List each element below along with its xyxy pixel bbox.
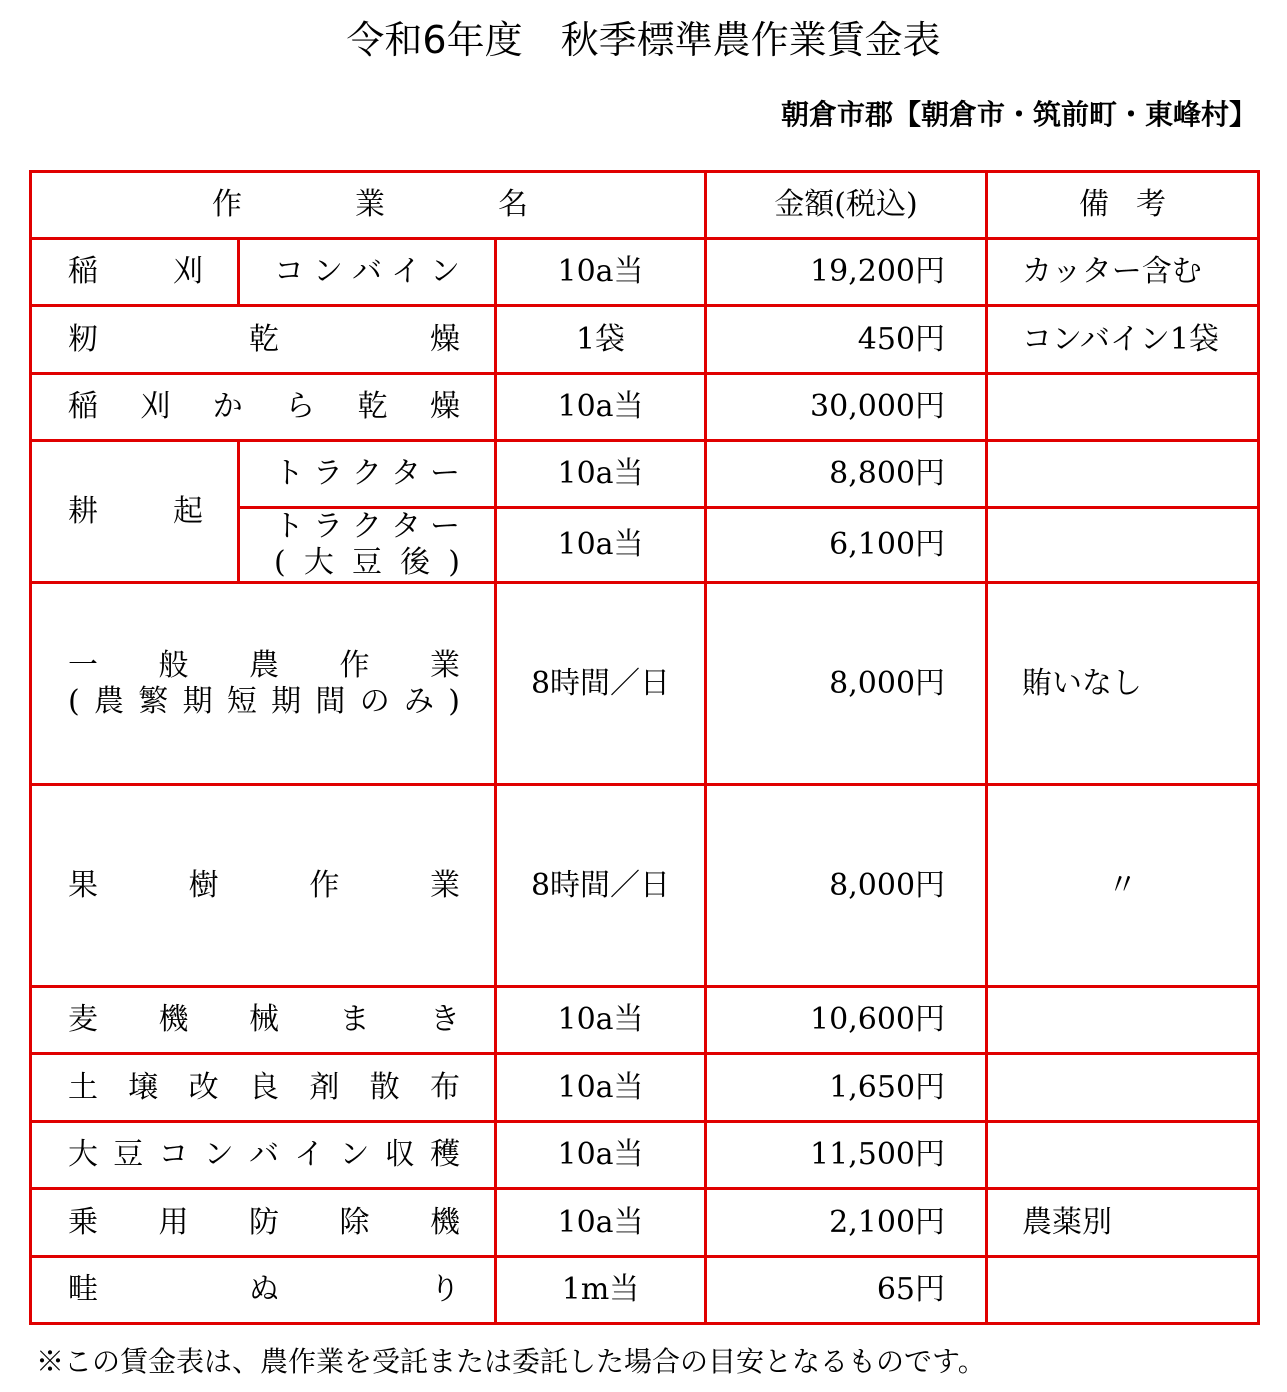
char-glyph: ぬ bbox=[249, 1272, 279, 1307]
char-glyph: ) bbox=[448, 545, 460, 580]
char-glyph: 刈 bbox=[140, 389, 171, 424]
work-method bbox=[239, 508, 496, 583]
char-glyph: り bbox=[430, 1272, 460, 1307]
char-glyph: ラ bbox=[313, 509, 343, 544]
work-name bbox=[31, 441, 239, 583]
header-remarks: 備考 bbox=[987, 172, 1259, 239]
char-glyph: 短 bbox=[226, 683, 257, 719]
char-glyph: 後 bbox=[400, 545, 431, 580]
char-glyph: 業 bbox=[430, 647, 460, 683]
unit-cell: 10a当 bbox=[496, 1054, 706, 1122]
remarks-cell bbox=[987, 987, 1259, 1054]
char-glyph: 業 bbox=[355, 187, 386, 222]
char-glyph: 間 bbox=[315, 683, 346, 719]
char-glyph: 械 bbox=[249, 1002, 279, 1037]
char-glyph: コ bbox=[158, 1137, 189, 1172]
char-glyph: 収 bbox=[384, 1137, 415, 1172]
table-header-row bbox=[31, 172, 1259, 239]
char-glyph: ラ bbox=[313, 456, 343, 491]
unit-cell: 8時間／日 bbox=[496, 785, 706, 987]
table-row bbox=[31, 1054, 1259, 1122]
work-name bbox=[31, 583, 496, 785]
char-glyph: 起 bbox=[173, 493, 203, 529]
char-glyph: イ bbox=[391, 254, 421, 289]
char-glyph: 燥 bbox=[430, 321, 460, 357]
char-glyph: 畦 bbox=[68, 1272, 98, 1307]
char-glyph: 土 bbox=[68, 1069, 98, 1105]
remarks-cell: コンバイン1袋 bbox=[987, 306, 1259, 374]
remarks-cell bbox=[987, 441, 1259, 508]
table-row bbox=[31, 1189, 1259, 1257]
header-work-name bbox=[31, 172, 706, 239]
amount-cell: 8,000円 bbox=[706, 785, 987, 987]
char-glyph: ト bbox=[274, 509, 304, 544]
char-glyph: 作 bbox=[309, 867, 340, 903]
work-name bbox=[31, 306, 496, 374]
char-glyph: 樹 bbox=[188, 867, 219, 903]
char-glyph: 穫 bbox=[430, 1137, 460, 1172]
char-glyph: 果 bbox=[68, 867, 98, 903]
remarks-cell: カッター含む bbox=[987, 239, 1259, 306]
char-glyph: 稲 bbox=[68, 389, 98, 424]
amount-cell: 65円 bbox=[706, 1257, 987, 1324]
table-row bbox=[31, 1122, 1259, 1189]
char-glyph: の bbox=[359, 683, 390, 719]
amount-cell: 10,600円 bbox=[706, 987, 987, 1054]
char-glyph: ン bbox=[339, 1137, 370, 1172]
char-glyph: ( bbox=[274, 545, 286, 580]
char-glyph: タ bbox=[391, 509, 421, 544]
amount-cell: 8,000円 bbox=[706, 583, 987, 785]
table-row bbox=[31, 785, 1259, 987]
work-method bbox=[239, 441, 496, 508]
unit-cell: 10a当 bbox=[496, 987, 706, 1054]
char-glyph: 麦 bbox=[68, 1002, 98, 1037]
char-glyph: 農 bbox=[94, 683, 124, 719]
char-glyph: 乾 bbox=[249, 321, 279, 357]
work-name bbox=[31, 374, 496, 441]
char-glyph: 大 bbox=[68, 1137, 98, 1172]
char-glyph: バ bbox=[249, 1137, 279, 1172]
char-glyph: コ bbox=[274, 254, 304, 289]
char-glyph: 機 bbox=[158, 1002, 189, 1037]
unit-cell: 10a当 bbox=[496, 441, 706, 508]
char-glyph: 作 bbox=[339, 647, 370, 683]
char-glyph: 豆 bbox=[113, 1137, 144, 1172]
char-glyph: 除 bbox=[339, 1204, 370, 1240]
char-glyph: 名 bbox=[498, 187, 529, 222]
amount-cell: 8,800円 bbox=[706, 441, 987, 508]
work-name bbox=[31, 1257, 496, 1324]
remarks-cell bbox=[987, 508, 1259, 583]
table-row bbox=[31, 1257, 1259, 1324]
wage-table bbox=[29, 170, 1260, 1325]
unit-cell: 10a当 bbox=[496, 374, 706, 441]
footnote: ※この賃金表は、農作業を受託または委託した場合の目安となるものです。 bbox=[36, 1345, 986, 1378]
char-glyph: 農 bbox=[249, 647, 279, 683]
unit-cell: 1袋 bbox=[496, 306, 706, 374]
table-row bbox=[31, 441, 1259, 508]
char-glyph: 乾 bbox=[357, 389, 388, 424]
remarks-cell bbox=[987, 1122, 1259, 1189]
table-row bbox=[31, 374, 1259, 441]
char-glyph: 作 bbox=[212, 187, 242, 222]
remarks-cell bbox=[987, 1257, 1259, 1324]
amount-cell: 19,200円 bbox=[706, 239, 987, 306]
char-glyph: 壌 bbox=[128, 1069, 159, 1105]
table-row bbox=[31, 239, 1259, 306]
unit-cell: 10a当 bbox=[496, 1189, 706, 1257]
unit-cell: 10a当 bbox=[496, 1122, 706, 1189]
work-name bbox=[31, 239, 239, 306]
char-glyph: 燥 bbox=[429, 389, 460, 424]
char-glyph: き bbox=[430, 1002, 460, 1037]
work-name bbox=[31, 987, 496, 1054]
amount-cell: 1,650円 bbox=[706, 1054, 987, 1122]
char-glyph: 豆 bbox=[352, 545, 382, 580]
remarks-cell: 〃 bbox=[987, 785, 1259, 987]
char-glyph: ン bbox=[313, 254, 343, 289]
char-glyph: み bbox=[403, 683, 434, 719]
char-glyph: ら bbox=[285, 389, 316, 424]
char-glyph: 大 bbox=[303, 545, 334, 580]
unit-cell: 10a当 bbox=[496, 239, 706, 306]
amount-cell: 450円 bbox=[706, 306, 987, 374]
table-row bbox=[31, 583, 1259, 785]
char-glyph: ( bbox=[68, 683, 80, 719]
page-title: 令和6年度 秋季標準農作業賃金表 bbox=[346, 18, 941, 62]
unit-cell: 8時間／日 bbox=[496, 583, 706, 785]
char-glyph: ま bbox=[339, 1002, 370, 1037]
char-glyph: ク bbox=[352, 456, 382, 491]
char-glyph: 期 bbox=[182, 683, 213, 719]
char-glyph: イ bbox=[294, 1137, 325, 1172]
char-glyph: 般 bbox=[158, 647, 189, 683]
char-glyph: バ bbox=[352, 254, 382, 289]
char-glyph: ク bbox=[352, 509, 382, 544]
char-glyph: ー bbox=[430, 456, 460, 491]
char-glyph: 耕 bbox=[68, 493, 98, 529]
unit-cell: 1m当 bbox=[496, 1257, 706, 1324]
char-glyph: 良 bbox=[248, 1069, 279, 1105]
amount-cell: 30,000円 bbox=[706, 374, 987, 441]
char-glyph: ン bbox=[430, 254, 460, 289]
char-glyph: 業 bbox=[429, 867, 460, 903]
char-glyph: ト bbox=[274, 456, 304, 491]
unit-cell: 10a当 bbox=[496, 508, 706, 583]
table-row bbox=[31, 306, 1259, 374]
char-glyph: ン bbox=[203, 1137, 234, 1172]
remarks-cell bbox=[987, 1054, 1259, 1122]
remarks-cell: 賄いなし bbox=[987, 583, 1259, 785]
char-glyph: 防 bbox=[249, 1204, 279, 1240]
char-glyph: か bbox=[212, 389, 243, 424]
char-glyph: 稲 bbox=[68, 254, 98, 289]
char-glyph: 乗 bbox=[68, 1204, 98, 1240]
work-name bbox=[31, 1189, 496, 1257]
work-method bbox=[239, 239, 496, 306]
header-amount: 金額(税込) bbox=[706, 172, 987, 239]
char-glyph: 剤 bbox=[309, 1069, 340, 1105]
remarks-cell: 農薬別 bbox=[987, 1189, 1259, 1257]
work-name bbox=[31, 1054, 496, 1122]
char-glyph: 一 bbox=[68, 647, 98, 683]
amount-cell: 11,500円 bbox=[706, 1122, 987, 1189]
char-glyph: 繁 bbox=[138, 683, 169, 719]
char-glyph: ) bbox=[448, 683, 460, 719]
work-name bbox=[31, 785, 496, 987]
char-glyph: 籾 bbox=[68, 321, 98, 357]
work-name bbox=[31, 1122, 496, 1189]
table-row bbox=[31, 987, 1259, 1054]
char-glyph: 布 bbox=[429, 1069, 460, 1105]
char-glyph: 機 bbox=[430, 1204, 460, 1240]
region-label: 朝倉市郡【朝倉市・筑前町・東峰村】 bbox=[780, 98, 1257, 131]
char-glyph: 用 bbox=[158, 1204, 189, 1240]
char-glyph: 期 bbox=[271, 683, 302, 719]
char-glyph: 刈 bbox=[173, 254, 203, 289]
amount-cell: 6,100円 bbox=[706, 508, 987, 583]
remarks-cell bbox=[987, 374, 1259, 441]
char-glyph: ー bbox=[430, 509, 460, 544]
char-glyph: タ bbox=[391, 456, 421, 491]
char-glyph: 改 bbox=[188, 1069, 219, 1105]
char-glyph: 散 bbox=[369, 1069, 400, 1105]
amount-cell: 2,100円 bbox=[706, 1189, 987, 1257]
